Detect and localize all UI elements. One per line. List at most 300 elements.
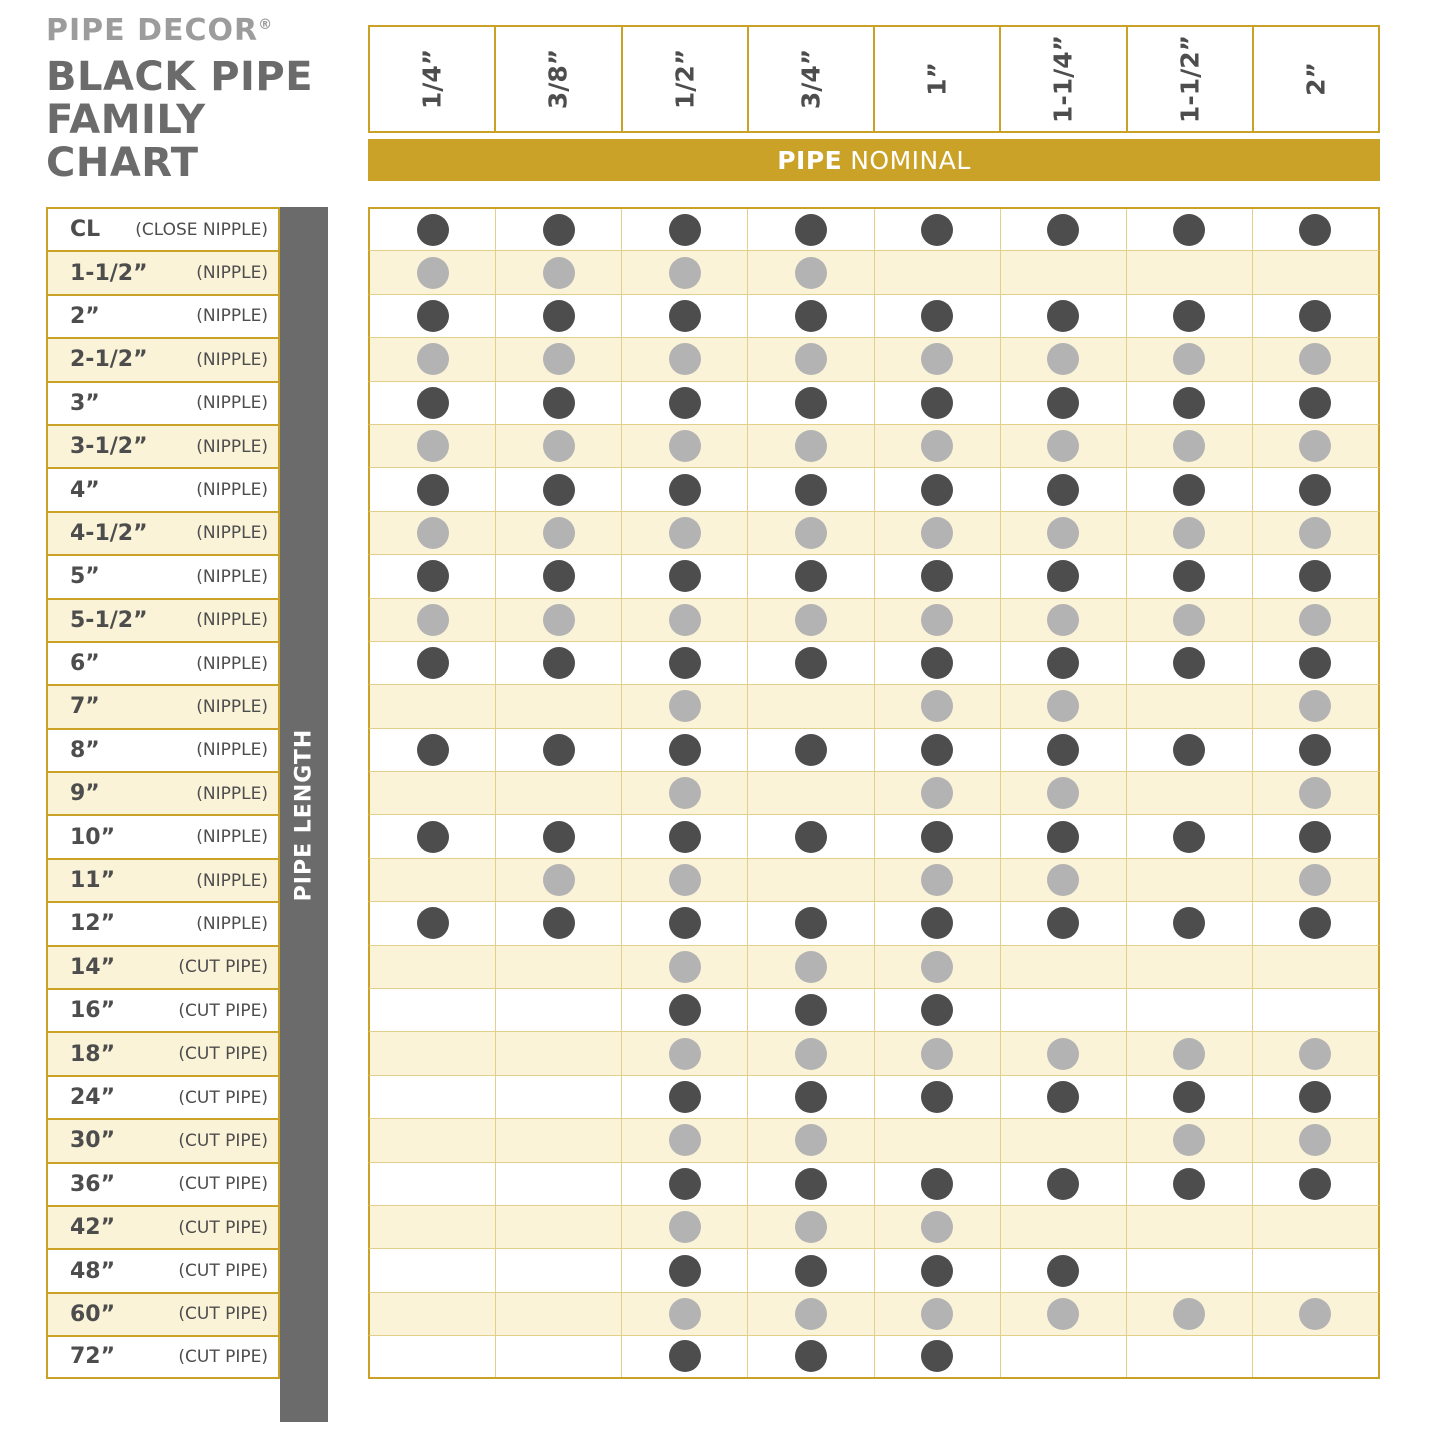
availability-dot [1047,864,1079,896]
row-label-size: 4” [70,477,100,503]
row-cells [368,1118,1380,1161]
availability-dot [1173,343,1205,375]
availability-dot [543,343,575,375]
row-label-cell [46,1031,280,1074]
availability-dot [669,1168,701,1200]
availability-dot [543,257,575,289]
availability-empty [1173,951,1205,983]
availability-dot [795,951,827,983]
availability-cell [370,642,496,684]
availability-dot [1299,474,1331,506]
availability-dot [1047,1298,1079,1330]
availability-cell [370,989,496,1031]
row-spacer [280,1075,368,1118]
availability-cell [748,815,874,857]
row-label-size: 16” [70,998,116,1024]
availability-dot [1299,864,1331,896]
availability-cell [370,946,496,988]
availability-cell [496,251,622,293]
availability-empty [1173,864,1205,896]
row-spacer [280,207,368,250]
availability-cell [875,1336,1001,1376]
availability-dot [1173,604,1205,636]
availability-empty [1299,1255,1331,1287]
pipe-nominal-banner-bold: PIPE [777,145,843,175]
availability-cell [1001,425,1127,467]
row-label-size: 30” [70,1128,116,1154]
row-label-cell [46,1162,280,1205]
row-label-cell [46,1292,280,1335]
availability-dot [921,300,953,332]
availability-dot [417,343,449,375]
availability-cell [875,425,1001,467]
column-header-0 [368,25,494,133]
availability-cell [748,382,874,424]
availability-dot [1173,1168,1205,1200]
row-label-kind: (CUT PIPE) [178,1130,268,1151]
availability-cell [875,772,1001,814]
availability-cell [496,902,622,944]
availability-cell [748,989,874,1031]
availability-cell [1001,251,1127,293]
availability-cell [1253,425,1378,467]
availability-cell [496,685,622,727]
row-cells [368,641,1380,684]
column-header-2 [621,25,747,133]
availability-dot [543,821,575,853]
availability-dot [921,734,953,766]
brand-logo [46,13,366,48]
availability-dot [795,343,827,375]
availability-dot [417,430,449,462]
availability-cell [1127,815,1253,857]
availability-cell [496,642,622,684]
row-cells [368,1075,1380,1118]
row-spacer [280,945,368,988]
availability-dot [669,821,701,853]
availability-dot [417,821,449,853]
availability-empty [417,1211,449,1243]
availability-dot [795,821,827,853]
availability-cell [370,1206,496,1248]
availability-dot [669,1255,701,1287]
availability-cell [496,599,622,641]
availability-dot [1047,690,1079,722]
availability-cell [1127,1336,1253,1376]
availability-empty [1173,1340,1205,1372]
availability-cell [1127,729,1253,771]
availability-cell [1253,555,1378,597]
availability-cell [370,859,496,901]
availability-empty [543,1081,575,1113]
availability-dot [1299,734,1331,766]
row-label-size: 12” [70,911,116,937]
availability-cell [1001,729,1127,771]
availability-cell [748,425,874,467]
availability-cell [1127,946,1253,988]
availability-cell [748,209,874,250]
availability-empty [543,1168,575,1200]
row-cells [368,554,1380,597]
availability-cell [622,815,748,857]
availability-cell [875,295,1001,337]
row-label-size: 8” [70,737,100,763]
availability-dot [669,214,701,246]
availability-cell [496,1293,622,1335]
availability-empty [417,994,449,1026]
availability-cell [1001,859,1127,901]
availability-empty [795,777,827,809]
availability-cell [875,599,1001,641]
availability-cell [370,902,496,944]
row-spacer [280,814,368,857]
availability-cell [1127,1119,1253,1161]
row-label-kind: (NIPPLE) [196,783,268,804]
availability-empty [543,1124,575,1156]
availability-empty [543,1038,575,1070]
column-header-row [368,25,1380,133]
availability-empty [1047,951,1079,983]
availability-dot [669,474,701,506]
table-row [46,945,1380,988]
availability-cell [622,1163,748,1205]
availability-cell [1127,989,1253,1031]
column-header-1 [494,25,620,133]
availability-empty [543,1255,575,1287]
availability-cell [1253,1293,1378,1335]
availability-cell [1253,468,1378,510]
row-label-cell [46,467,280,510]
row-label-size: 3-1/2” [70,434,148,460]
availability-dot [417,474,449,506]
row-cells [368,1248,1380,1291]
availability-empty [417,1081,449,1113]
availability-empty [1299,994,1331,1026]
availability-cell [1001,815,1127,857]
availability-cell [622,1293,748,1335]
row-label-kind: (NIPPLE) [196,263,268,284]
row-label-size: CL [70,217,101,243]
availability-cell [1127,251,1253,293]
table-row [46,1335,1380,1378]
row-cells [368,467,1380,510]
availability-dot [921,387,953,419]
availability-dot [1047,300,1079,332]
availability-dot [669,430,701,462]
availability-cell [875,338,1001,380]
row-label-kind: (NIPPLE) [196,349,268,370]
row-cells [368,1031,1380,1074]
availability-cell [1253,902,1378,944]
availability-cell [875,468,1001,510]
availability-dot [1299,430,1331,462]
column-header-6 [1126,25,1252,133]
availability-cell [1253,338,1378,380]
availability-cell [370,512,496,554]
availability-dot [543,604,575,636]
table-row [46,1248,1380,1291]
availability-dot [669,1211,701,1243]
availability-dot [669,257,701,289]
availability-cell [748,729,874,771]
availability-cell [622,1119,748,1161]
table-row [46,467,1380,510]
row-spacer [280,1335,368,1378]
row-label-cell [46,858,280,901]
availability-dot [417,257,449,289]
availability-dot [1047,821,1079,853]
availability-empty [1047,1340,1079,1372]
availability-cell [748,902,874,944]
availability-empty [921,1124,953,1156]
row-label-kind: (CUT PIPE) [178,1000,268,1021]
availability-cell [1127,642,1253,684]
availability-cell [370,468,496,510]
availability-cell [748,946,874,988]
row-label-kind: (NIPPLE) [196,740,268,761]
availability-cell [875,859,1001,901]
row-cells [368,424,1380,467]
availability-cell [370,338,496,380]
row-label-size: 1-1/2” [70,260,148,286]
availability-cell [748,295,874,337]
availability-dot [1047,430,1079,462]
availability-dot [921,343,953,375]
availability-cell [496,338,622,380]
availability-cell [748,512,874,554]
availability-empty [1047,1211,1079,1243]
column-header-label: 3/8” [543,48,573,110]
row-label-size: 2” [70,303,100,329]
availability-dot [1047,517,1079,549]
availability-dot [1173,1038,1205,1070]
table-row [46,1031,1380,1074]
row-label-kind: (NIPPLE) [196,436,268,457]
row-cells [368,814,1380,857]
availability-dot [921,907,953,939]
row-label-size: 42” [70,1215,116,1241]
table-row [46,814,1380,857]
availability-cell [748,1076,874,1118]
table-row [46,1205,1380,1248]
availability-dot [669,300,701,332]
availability-cell [496,946,622,988]
availability-cell [622,1249,748,1291]
pipe-length-axis-label: PIPE LENGTH [291,728,317,901]
row-label-kind: (CUT PIPE) [178,1044,268,1065]
availability-dot [669,604,701,636]
availability-dot [669,777,701,809]
availability-cell [496,512,622,554]
row-label-size: 60” [70,1301,116,1327]
availability-cell [496,815,622,857]
availability-cell [748,1032,874,1074]
row-label-kind: (NIPPLE) [196,913,268,934]
column-header-label: 3/4” [796,48,826,110]
row-label-cell [46,250,280,293]
availability-empty [921,257,953,289]
availability-cell [622,555,748,597]
availability-cell [875,989,1001,1031]
availability-dot [921,214,953,246]
availability-empty [543,1211,575,1243]
pipe-nominal-banner [368,139,1380,181]
row-label-cell [46,814,280,857]
availability-cell [1127,772,1253,814]
row-label-cell [46,988,280,1031]
availability-empty [795,690,827,722]
row-label-cell [46,424,280,467]
availability-cell [1127,425,1253,467]
availability-cell [370,1032,496,1074]
availability-dot [543,517,575,549]
availability-empty [543,1298,575,1330]
availability-empty [417,690,449,722]
availability-cell [1253,1249,1378,1291]
availability-cell [875,685,1001,727]
availability-cell [1127,382,1253,424]
row-label-kind: (NIPPLE) [196,393,268,414]
availability-empty [417,1038,449,1070]
row-spacer [280,1292,368,1335]
availability-dot [921,647,953,679]
availability-cell [622,729,748,771]
availability-cell [1001,1119,1127,1161]
availability-dot [921,994,953,1026]
availability-dot [921,430,953,462]
availability-dot [669,907,701,939]
availability-dot [1047,560,1079,592]
availability-dot [543,907,575,939]
availability-dot [921,1298,953,1330]
availability-dot [1299,214,1331,246]
availability-dot [795,734,827,766]
table-row [46,1162,1380,1205]
availability-empty [1173,1255,1205,1287]
availability-empty [543,777,575,809]
availability-dot [669,1124,701,1156]
row-label-size: 48” [70,1258,116,1284]
availability-dot [921,690,953,722]
availability-dot [795,300,827,332]
availability-dot [417,214,449,246]
row-label-cell [46,728,280,771]
availability-cell [1001,555,1127,597]
availability-cell [622,425,748,467]
row-cells [368,1292,1380,1335]
availability-cell [370,425,496,467]
availability-cell [622,685,748,727]
column-header-5 [999,25,1125,133]
row-label-cell [46,1205,280,1248]
availability-cell [1253,729,1378,771]
row-cells [368,1162,1380,1205]
availability-cell [622,599,748,641]
availability-dot [669,560,701,592]
availability-dot [1299,1081,1331,1113]
availability-cell [622,382,748,424]
availability-cell [748,642,874,684]
row-cells [368,250,1380,293]
availability-cell [875,1076,1001,1118]
availability-dot [543,864,575,896]
availability-cell [748,1293,874,1335]
availability-cell [875,1293,1001,1335]
row-cells [368,337,1380,380]
row-label-size: 72” [70,1344,116,1370]
availability-dot [417,560,449,592]
availability-cell [496,468,622,510]
availability-cell [370,382,496,424]
table-row [46,641,1380,684]
availability-dot [1047,1081,1079,1113]
availability-cell [370,685,496,727]
availability-dot [921,560,953,592]
row-label-kind: (NIPPLE) [196,610,268,631]
availability-dot [1173,300,1205,332]
availability-dot [669,343,701,375]
row-spacer [280,771,368,814]
row-spacer [280,424,368,467]
availability-cell [1127,599,1253,641]
availability-dot [795,1255,827,1287]
availability-cell [748,772,874,814]
availability-empty [1047,994,1079,1026]
availability-dot [669,1081,701,1113]
column-header-label: 1-1/2” [1175,34,1205,124]
row-label-size: 10” [70,824,116,850]
availability-dot [921,821,953,853]
availability-empty [1299,1211,1331,1243]
row-spacer [280,858,368,901]
availability-cell [875,382,1001,424]
availability-cell [496,425,622,467]
availability-dot [795,604,827,636]
availability-cell [370,1336,496,1376]
availability-cell [1001,382,1127,424]
row-spacer [280,1248,368,1291]
availability-empty [543,951,575,983]
availability-cell [1127,1032,1253,1074]
availability-dot [417,604,449,636]
availability-dot [669,951,701,983]
row-label-kind: (CUT PIPE) [178,1346,268,1367]
availability-cell [1253,512,1378,554]
table-row [46,207,1380,250]
availability-cell [1253,1206,1378,1248]
availability-cell [875,1032,1001,1074]
row-label-kind: (NIPPLE) [196,653,268,674]
availability-cell [370,1163,496,1205]
availability-cell [622,902,748,944]
availability-cell [1253,685,1378,727]
availability-cell [1253,1032,1378,1074]
availability-cell [496,859,622,901]
availability-dot [1173,474,1205,506]
row-label-cell [46,684,280,727]
availability-cell [622,468,748,510]
row-cells [368,771,1380,814]
availability-cell [1127,1293,1253,1335]
availability-empty [417,1255,449,1287]
availability-cell [875,1119,1001,1161]
availability-cell [1127,902,1253,944]
availability-cell [1253,772,1378,814]
availability-cell [1001,1249,1127,1291]
availability-cell [370,1076,496,1118]
availability-dot [795,647,827,679]
row-label-cell [46,511,280,554]
